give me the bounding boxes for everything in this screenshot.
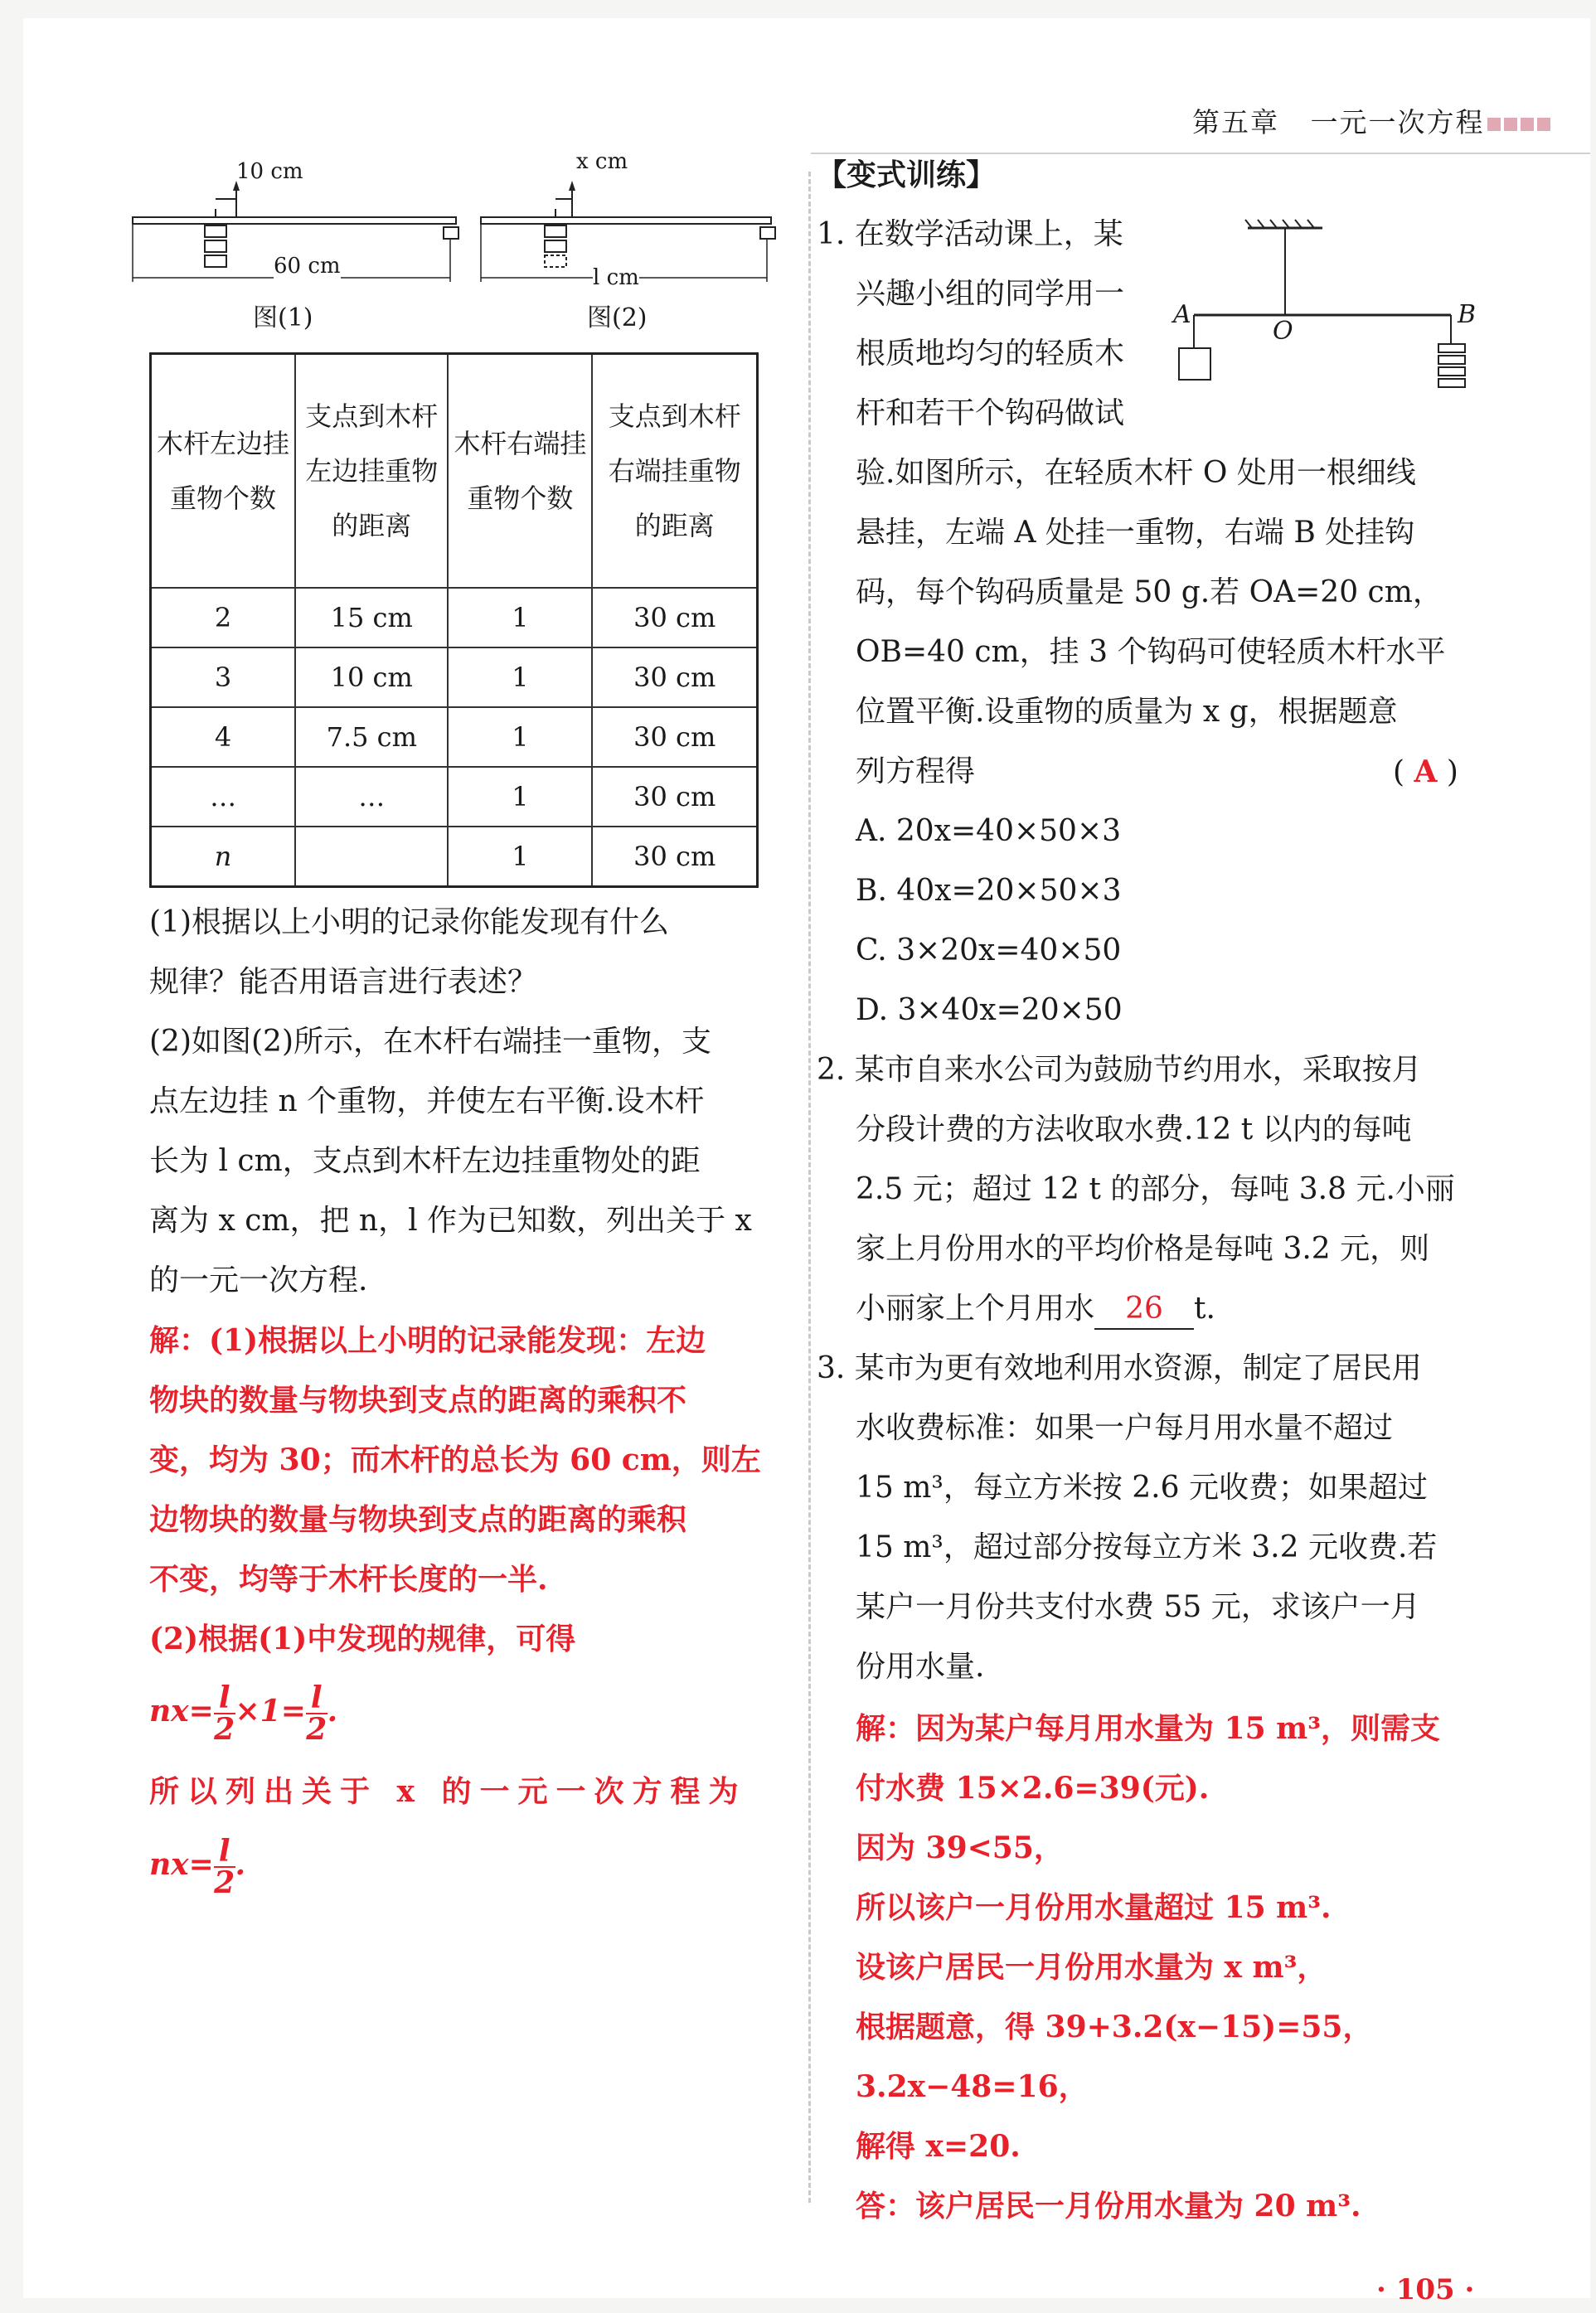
lever-balance-figure — [1177, 211, 1492, 402]
answer-line: 解：(1)根据以上小明的记录能发现：左边 — [149, 1323, 706, 1358]
option-c: C. 3×20x=40×50 — [856, 933, 1122, 967]
problem-2-line: 家上月份用水的平均价格是每吨 3.2 元，则 — [856, 1232, 1430, 1266]
frac-num: l — [306, 1683, 327, 1714]
problem-1-line: 兴趣小组的同学用一 — [856, 277, 1125, 311]
table-cell: 1 — [448, 588, 592, 647]
fig2-bottom-label: l cm — [593, 265, 639, 290]
problem-1-line: 杆和若干个钩码做试 — [856, 396, 1125, 430]
column-divider — [808, 172, 811, 2203]
fraction — [214, 1680, 235, 1747]
table-row — [151, 588, 758, 647]
eq1-prefix: nx= — [149, 1694, 214, 1729]
question-2-line: 长为 l cm，支点到木杆左边挂重物处的距 — [149, 1144, 701, 1178]
section-title: 【变式训练】 — [817, 158, 997, 192]
fig2-top-label: x cm — [576, 149, 628, 174]
table-cell: 1 — [448, 647, 592, 707]
table-cell: … — [151, 767, 296, 827]
table-row — [151, 647, 758, 707]
answer-blank: 26 — [1094, 1290, 1194, 1330]
question-1-line: 规律？能否用语言进行表述？ — [149, 965, 538, 999]
question-2-line: (2)如图(2)所示，在木杆右端挂一重物，支 — [149, 1025, 711, 1059]
fraction — [306, 1680, 327, 1747]
solution-line: 设该户居民一月份用水量为 x m³， — [856, 1950, 1327, 1985]
fig1-caption: 图(1) — [253, 303, 313, 332]
problem-3-line: 15 m³，每立方米按 2.6 元收费；如果超过 — [856, 1471, 1428, 1505]
question-2-line: 点左边挂 n 个重物，并使左右平衡.设木杆 — [149, 1084, 705, 1118]
problem-1-line: 悬挂，左端 A 处挂一重物，右端 B 处挂钩 — [856, 516, 1415, 550]
option-a: A. 20x=40×50×3 — [856, 814, 1122, 848]
solution-line: 根据题意，得 39+3.2(x−15)=55， — [856, 2010, 1373, 2044]
table-cell: 1 — [448, 767, 592, 827]
problem-2-line: 2. 某市自来水公司为鼓励节约用水，采取按月 — [817, 1053, 1422, 1087]
table-cell: 30 cm — [592, 588, 757, 647]
table-cell: 30 cm — [592, 647, 757, 707]
chapter-number: 第五章 — [1192, 106, 1279, 138]
fig1-top-label: 10 cm — [236, 159, 303, 184]
table-cell: 30 cm — [592, 707, 757, 767]
frac-num: l — [214, 1683, 235, 1714]
answer-line: 物块的数量与物块到支点的距离的乘积不 — [149, 1383, 687, 1418]
frac-den: 2 — [306, 1712, 327, 1747]
table-cell: n — [151, 827, 296, 887]
table-cell: 7.5 cm — [295, 707, 448, 767]
eq1-mid: ×1= — [235, 1694, 306, 1729]
table-cell: 1 — [448, 707, 592, 767]
problem-3-line: 15 m³，超过部分按每立方米 3.2 元收费.若 — [856, 1530, 1438, 1564]
fig2-caption: 图(2) — [587, 303, 648, 332]
problem-1-line: 位置平衡.设重物的质量为 x g，根据题意 — [856, 695, 1398, 729]
table-row — [151, 827, 758, 887]
table-header-row — [151, 354, 758, 589]
table-row — [151, 707, 758, 767]
frac-num: l — [214, 1836, 235, 1868]
frac-den: 2 — [214, 1712, 235, 1747]
solution-line: 答：该户居民一月份用水量为 20 m³. — [856, 2189, 1361, 2223]
problem-2-line: 分段计费的方法收取水费.12 t 以内的每吨 — [856, 1113, 1412, 1147]
table-cell: 1 — [448, 827, 592, 887]
problem-1-line: 列方程得 — [856, 754, 976, 788]
answer-line: 变，均为 30；而木杆的总长为 60 cm，则左 — [149, 1443, 761, 1477]
problem-2-last-line — [856, 1290, 1215, 1330]
table-header: 支点到木杆右端挂重物的距离 — [592, 354, 757, 589]
fraction — [214, 1836, 235, 1898]
solution-line: 解：因为某户每月用水量为 15 m³，则需支 — [856, 1711, 1441, 1746]
page-header — [1192, 101, 1550, 140]
solution-line: 3.2x−48=16， — [856, 2069, 1089, 2104]
answer-conclusion: 所以列出关于 x 的一元一次方程为 — [149, 1774, 747, 1809]
table-cell: 4 — [151, 707, 296, 767]
problem-2-line: 2.5 元；超过 12 t 的部分，每吨 3.8 元.小丽 — [856, 1172, 1455, 1206]
problem-1-line: OB=40 cm，挂 3 个钩码可使轻质木杆水平 — [856, 635, 1446, 669]
answer-letter: A — [1414, 754, 1438, 789]
answer-line: 边物块的数量与物块到支点的距离的乘积 — [149, 1502, 687, 1537]
option-b: B. 40x=20×50×3 — [856, 874, 1122, 908]
table-cell: 2 — [151, 588, 296, 647]
problem-2-last-text: 小丽家上个月用水 — [856, 1292, 1095, 1326]
equation-1: nx= $\frac{l}{2}$ ×1= $\frac{l}{2}$ . — [149, 1680, 338, 1747]
equation-2: nx= $\frac{l}{2}$ . — [149, 1834, 246, 1900]
eq2-prefix: nx= — [149, 1847, 214, 1882]
table-cell: 10 cm — [295, 647, 448, 707]
problem-2-unit: t. — [1194, 1292, 1215, 1326]
table-cell — [295, 827, 448, 887]
problem-3-line: 某户一月份共支付水费 55 元，求该户一月 — [856, 1590, 1420, 1624]
table-cell: 30 cm — [592, 767, 757, 827]
chapter-title: 一元一次方程 — [1310, 106, 1485, 138]
point-o-label: O — [1273, 317, 1293, 346]
table-cell: 15 cm — [295, 588, 448, 647]
problem-3-line: 份用水量. — [856, 1650, 985, 1684]
table-header: 木杆右端挂重物个数 — [448, 354, 592, 589]
answer-choice: ( A ) — [1393, 754, 1458, 789]
table-header: 支点到木杆左边挂重物的距离 — [295, 354, 448, 589]
solution-line: 解得 x=20. — [856, 2129, 1021, 2164]
table-cell: 30 cm — [592, 827, 757, 887]
table-row — [151, 767, 758, 827]
solution-line: 所以该户一月份用水量超过 15 m³. — [856, 1890, 1332, 1925]
problem-1-line: 根质地均匀的轻质木 — [856, 337, 1125, 371]
table-cell: … — [295, 767, 448, 827]
fig1-bottom-label: 60 cm — [274, 254, 341, 279]
solution-line: 因为 39<55， — [856, 1831, 1064, 1865]
problem-3-line: 水收费标准：如果一户每月用水量不超过 — [856, 1411, 1394, 1445]
problem-1-line: 码，每个钩码质量是 50 g.若 OA=20 cm， — [856, 575, 1443, 609]
point-a-label: A — [1173, 300, 1191, 329]
answer-line: (2)根据(1)中发现的规律，可得 — [149, 1622, 576, 1656]
page-number: · 105 · — [1376, 2273, 1475, 2306]
record-table — [149, 352, 759, 888]
question-2-line: 离为 x cm，把 n，l 作为已知数，列出关于 x — [149, 1204, 752, 1238]
question-1-line: (1)根据以上小明的记录你能发现有什么 — [149, 905, 669, 939]
problem-1-line: 1. 在数学活动课上，某 — [817, 217, 1123, 251]
point-b-label: B — [1458, 300, 1477, 329]
answer-line: 不变，均等于木杆长度的一半. — [149, 1562, 548, 1597]
frac-den: 2 — [214, 1865, 235, 1900]
header-rule — [811, 153, 1590, 154]
table-header: 木杆左边挂重物个数 — [151, 354, 296, 589]
table-cell: 3 — [151, 647, 296, 707]
problem-1-line: 验.如图所示，在轻质木杆 O 处用一根细线 — [856, 456, 1416, 490]
option-d: D. 3×40x=20×50 — [856, 993, 1123, 1027]
problem-3-line: 3. 某市为更有效地利用水资源，制定了居民用 — [817, 1351, 1422, 1385]
question-2-line: 的一元一次方程. — [149, 1263, 368, 1297]
solution-line: 付水费 15×2.6=39(元). — [856, 1771, 1210, 1806]
